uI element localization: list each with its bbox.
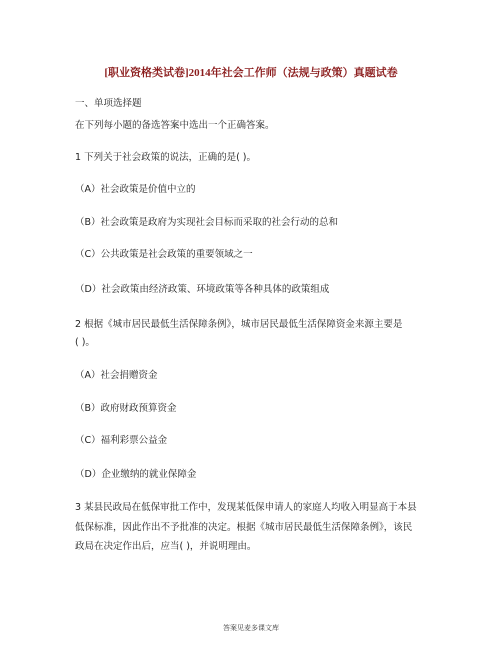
instruction-text: 在下列每小题的备选答案中选出一个正确答案。 [75, 120, 275, 131]
question-3-stem-line-1: 3 某县民政局在低保审批工作中，发现某低保申请人的家庭人均收入明显高于本县 [75, 502, 417, 513]
question-3-stem-line-3: 政局在决定作出后，应当( )，并说明理由。 [75, 541, 257, 552]
page-footer: 答案见麦多课文库 [223, 624, 279, 632]
question-2-option-c: （C）福利彩票公益金 [75, 435, 168, 446]
question-2-stem-line-1: 2 根据《城市居民最低生活保障条例》，城市居民最低生活保障资金来源主要是 [75, 319, 403, 330]
question-3-stem-line-2: 低保标准，因此作出不予批准的决定。根据《城市居民最低生活保障条例》，该民 [75, 522, 413, 533]
question-2-stem-line-2: ( )。 [75, 337, 95, 348]
question-1-option-d: （D）社会政策由经济政策、环境政策等各种具体的政策组成 [75, 284, 330, 295]
document-title: [职业资格类试卷]2014年社会工作师（法规与政策）真题试卷 [104, 67, 398, 79]
question-1-option-b: （B）社会政策是政府为实现社会目标而采取的社会行动的总和 [75, 217, 339, 228]
question-1-option-a: （A）社会政策是价值中立的 [75, 184, 196, 195]
question-2-option-d: （D）企业缴纳的就业保障金 [75, 469, 197, 480]
question-1-option-c: （C）公共政策是社会政策的重要领域之一 [75, 249, 253, 260]
question-2-option-a: （A）社会捐赠资金 [75, 370, 158, 381]
section-heading: 一、单项选择题 [75, 98, 142, 109]
question-1-stem: 1 下列关于社会政策的说法，正确的是( )。 [75, 152, 256, 163]
question-2-option-b: （B）政府财政预算资金 [75, 403, 177, 414]
